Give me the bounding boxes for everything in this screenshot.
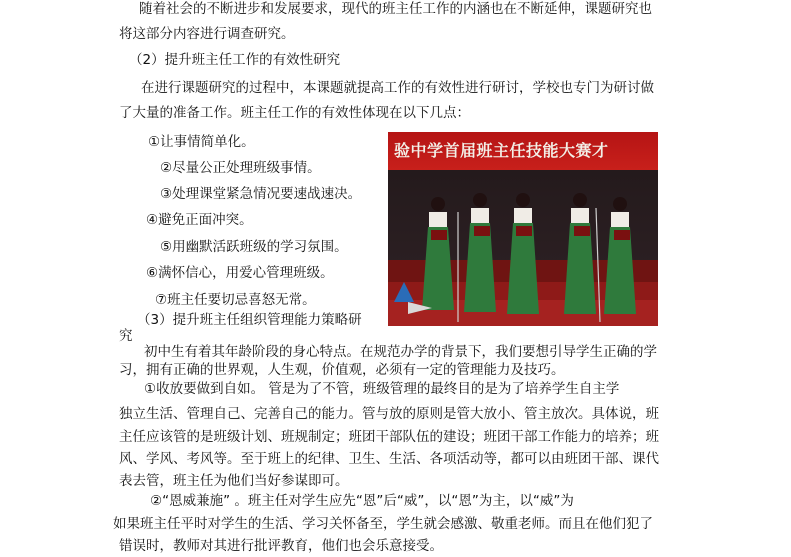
section-heading: （3）提升班主任组织管理能力策略研 [137,312,362,328]
performer [422,197,454,310]
list-item: ⑦班主任要切忌喜怒无常。 [155,292,316,308]
paragraph-line: 独立生活、管理自己、完善自己的能力。管与放的原则是管大放小、管主放次。具体说，班 [119,406,659,422]
list-item: ②尽量公正处理班级事情。 [160,160,321,176]
performer [604,197,636,314]
contest-photo [388,132,658,326]
performer [464,193,496,312]
list-item: ③处理课堂紧急情况要速战速决。 [160,186,362,202]
paragraph-line: 主任应该管的是班级计划、班规制定；班团干部队伍的建设；班团干部工作能力的培养；班 [119,429,659,445]
list-item: ⑥满怀信心，用爱心管理班级。 [146,265,334,281]
paragraph-line: ①收放要做到自如。 管是为了不管，班级管理的最终目的是为了培养学生自主学 [144,381,620,397]
performer [564,193,596,314]
paragraph-line: 错误时，教师对其进行批评教育，他们也会乐意接受。 [119,538,443,554]
list-item: ①让事情简单化。 [148,134,255,150]
section-heading: （2）提升班主任工作的有效性研究 [129,52,341,68]
paragraph-line: 如果班主任平时对学生的生活、学习关怀备至，学生就会感激、敬重老师。而且在他们犯了 [113,516,653,532]
paragraph-line: 将这部分内容进行调查研究。 [119,26,295,42]
paragraph-line: 风、学风、考风等。至于班上的纪律、卫生、生活、各项活动等，都可以由班团干部、课代 [119,451,659,467]
paragraph-line: 了大量的准备工作。班主任工作的有效性体现在以下几点： [119,105,470,121]
performer [507,193,539,314]
list-item: ④避免正面冲突。 [146,212,253,228]
paragraph-line: 习，拥有正确的世界观，人生观，价值观，必须有一定的管理能力及技巧。 [119,362,565,378]
paragraph-line: 随着社会的不断进步和发展要求，现代的班主任工作的内涵也在不断延伸，课题研究也 [139,1,652,17]
section-heading: 究 [119,328,133,344]
photo-banner: 验中学首届班主任技能大赛才 [388,132,658,170]
paragraph-line: ②“恩威兼施” 。班主任对学生应先“恩”后“威”，以“恩”为主，以“威”为 [150,493,574,509]
performers-image [388,132,658,326]
paragraph-line: 表去管，班主任为他们当好参谋即可。 [119,473,349,489]
list-item: ⑤用幽默活跃班级的学习氛围。 [160,239,348,255]
paragraph-line: 初中生有着其年龄阶段的身心特点。在规范办学的背景下，我们要想引导学生正确的学 [144,344,657,360]
paragraph-line: 在进行课题研究的过程中，本课题就提高工作的有效性进行研讨，学校也专门为研讨做 [141,80,654,96]
